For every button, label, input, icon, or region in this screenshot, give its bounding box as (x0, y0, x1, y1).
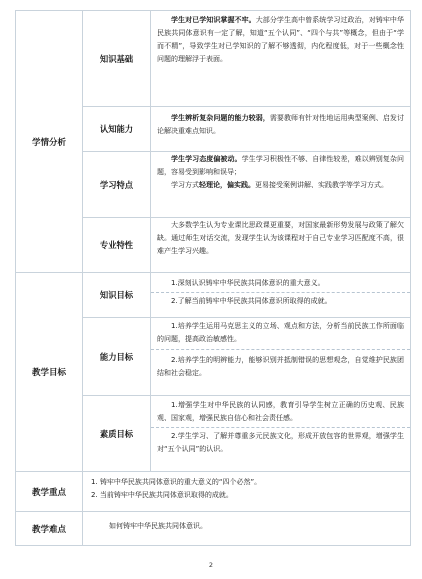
difficulty-text: 如何铸牢中华民族共同体意识。 (109, 522, 207, 530)
key-point-item: 1. 铸牢中华民族共同体意识的重大意义的“四个必然”。 (91, 478, 262, 486)
cognitive-ability-label: 认知能力 (83, 107, 151, 151)
page-number: 2 (208, 561, 214, 569)
analysis-section (16, 11, 410, 272)
key-points-section (16, 472, 410, 511)
learning-style-bold: 轻理论，偏实践。 (199, 181, 255, 189)
major-traits-label: 专业特性 (83, 218, 151, 272)
knowledge-basis-bold: 学生对已学知识掌握不牢。 (171, 16, 256, 24)
dashed-divider (151, 427, 410, 428)
goals-section (16, 273, 410, 471)
analysis-label: 学情分析 (16, 11, 83, 272)
goals-label: 教学目标 (16, 273, 83, 471)
knowledge-goal-label: 知识目标 (83, 273, 151, 317)
knowledge-basis-text: 大部分学生高中曾系统学习过政治，对铸牢中华民族共同体意识有一定了解，知道“五个认同”、“四个与共”等概念，但由于“学而不精”，导致学生对已学知识的了解不够透彻，内化程度低，对于一些概念性问题的理解浮于表面。 (157, 16, 404, 63)
learning-style-text: 更易接受案例讲解、实践教学等学习方式。 (255, 181, 388, 189)
knowledge-basis-content (151, 11, 410, 106)
cognitive-ability-row (16, 107, 410, 151)
difficulties-label: 教学难点 (16, 512, 83, 546)
knowledge-goal-item: 1.深刻认识铸牢中华民族共同体意识的重大意义。 (171, 279, 325, 287)
ability-goal-content (151, 318, 410, 395)
cognitive-ability-content (151, 107, 410, 151)
knowledge-basis-row (16, 11, 410, 106)
ability-goal-row (16, 318, 410, 395)
dashed-divider (151, 349, 410, 350)
dashed-divider (151, 292, 410, 293)
ability-goal-item: 2.培养学生的明辨能力，能够识别并抵制错误的思想观念，自觉维护民族团结和社会稳定。 (157, 356, 404, 377)
quality-goal-label: 素质目标 (83, 396, 151, 471)
quality-goal-row (16, 396, 410, 471)
learning-traits-row (16, 152, 410, 217)
knowledge-goal-item: 2.了解当前铸牢中华民族共同体意识所取得的成就。 (171, 297, 332, 305)
cognitive-ability-bold: 学生辨析复杂问题的能力较弱， (171, 114, 270, 122)
ability-goal-item: 1.培养学生运用马克思主义的立场、观点和方法，分析当前民族工作所面临的问题，提高政治敏感性。 (157, 322, 404, 343)
knowledge-basis-label: 知识基础 (83, 11, 151, 106)
learning-traits-bold: 学生学习态度偏被动。 (171, 155, 242, 163)
learning-style-prefix: 学习方式 (171, 181, 199, 189)
quality-goal-item: 1.增强学生对中华民族的认同感，教育引导学生树立正确的历史观、民族观、国家观，增强民族自信心和社会责任感。 (157, 401, 404, 422)
major-traits-row (16, 218, 410, 272)
difficulties-section (16, 512, 410, 546)
knowledge-goal-row (16, 273, 410, 317)
difficulties-content (83, 512, 410, 546)
key-points-content (83, 472, 410, 511)
quality-goal-item: 2.学生学习、了解并尊重多元民族文化，形成开放包容的世界观，增强学生对“五个认同”的认识。 (157, 432, 404, 453)
learning-traits-label: 学习特点 (83, 152, 151, 217)
learning-traits-content (151, 152, 410, 217)
ability-goal-label: 能力目标 (83, 318, 151, 395)
quality-goal-content (151, 396, 410, 471)
cognitive-ability-text: 需要教师有针对性地运用典型案例、启发讨论解决重难点知识。 (157, 114, 404, 135)
lesson-plan-table (15, 10, 411, 546)
major-traits-content (151, 218, 410, 272)
major-traits-text: 大多数学生认为专业课比思政课更重要，对国家最新形势发展与政策了解欠缺。通过师生对话交流，发现学生认为该课程对于自己专业学习匹配度不高，很难产生学习兴趣。 (157, 221, 404, 255)
knowledge-goal-content (151, 273, 410, 317)
key-point-item: 2. 当前铸牢中华民族共同体意识取得的成就。 (91, 491, 233, 499)
learning-traits-text: 学生学习积极性不够、自律性较差，难以辨别复杂问题，容易受到影响和误导； (157, 155, 404, 176)
key-points-label: 教学重点 (16, 472, 83, 511)
